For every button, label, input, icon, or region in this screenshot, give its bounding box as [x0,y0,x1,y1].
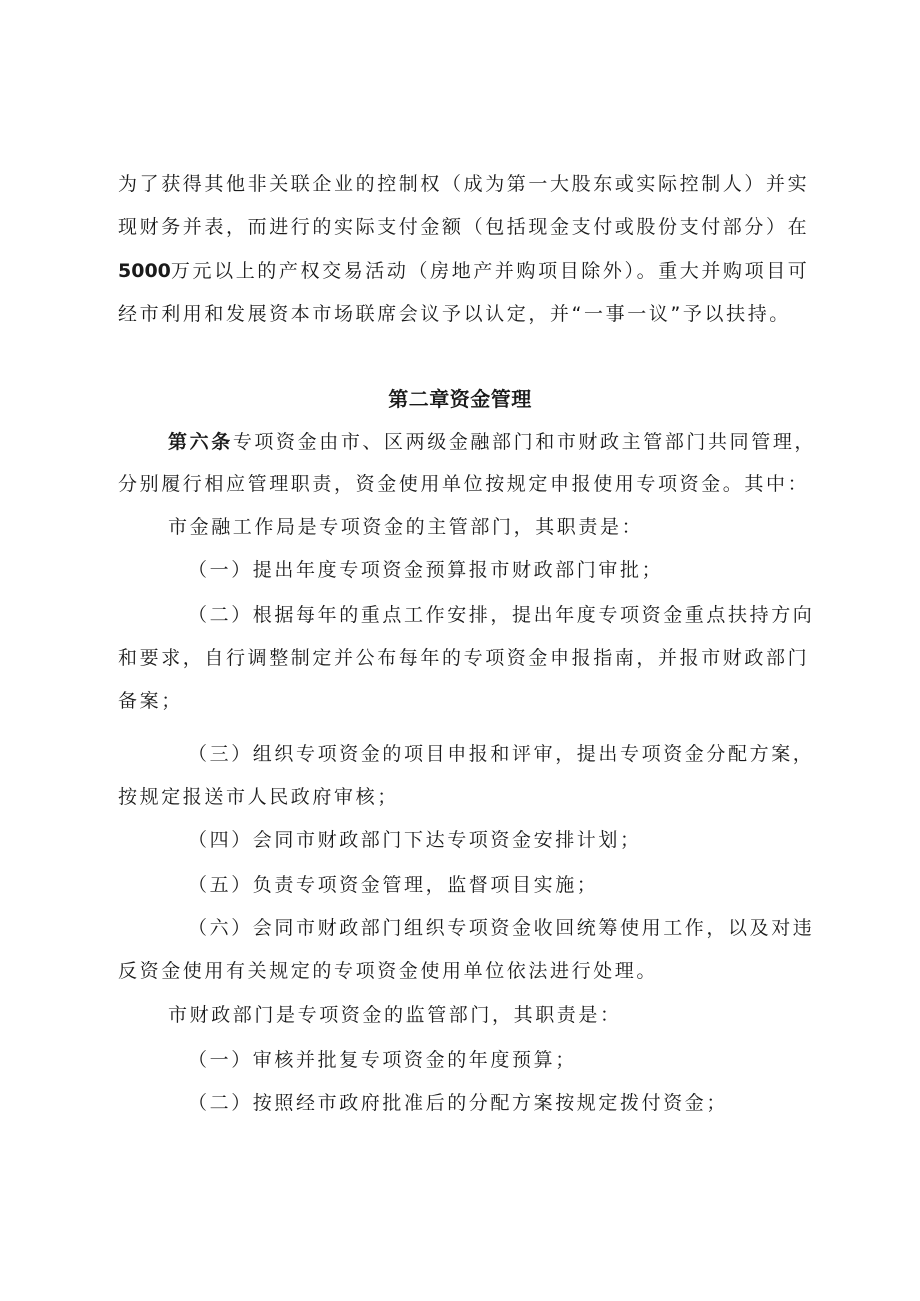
amount-number: 5000 [118,260,171,282]
finance-bureau-item-4: （四）会同市财政部门下达专项资金安排计划； [188,829,642,851]
finance-bureau-item-6-line-2: 反资金使用有关规定的专项资金使用单位依法进行处理。 [118,960,659,982]
finance-dept-item-1: （一）审核并批复专项资金的年度预算； [188,1049,577,1071]
article6-line-1 [168,427,818,457]
article6-line-2: 分别履行相应管理职责，资金使用单位按规定申报使用专项资金。其中： [118,473,810,495]
finance-bureau-item-6-line-1: （六）会同市财政部门组织专项资金收回统筹使用工作，以及对违 [188,917,815,939]
finance-bureau-item-2-line-1: （二）根据每年的重点工作安排，提出年度专项资金重点扶持方向 [188,604,815,626]
finance-bureau-intro: 市金融工作局是专项资金的主管部门，其职责是： [168,516,644,538]
intro-line-3-text: 万元以上的产权交易活动（房地产并购项目除外）。重大并购项目可 [170,260,810,282]
finance-bureau-item-3-line-2: 按规定报送市人民政府审核； [118,786,399,808]
intro-line-2: 现财务并表，而进行的实际支付金额（包括现金支付或股份支付部分）在 [118,216,810,238]
chapter-title: 第二章资金管理 [388,387,532,411]
finance-dept-intro: 市财政部门是专项资金的监管部门，其职责是： [168,1004,622,1026]
article6-line-1-text: 专项资金由市、区两级金融部门和市财政主管部门共同管理， [232,431,817,453]
finance-bureau-item-1: （一）提出年度专项资金预算报市财政部门审批； [188,559,664,581]
finance-bureau-item-2-line-2: 和要求，自行调整制定并公布每年的专项资金申报指南，并报市财政部门 [118,647,810,669]
finance-bureau-item-3-line-1: （三）组织专项资金的项目申报和评审，提出专项资金分配方案， [188,743,815,765]
finance-dept-item-2: （二）按照经市政府批准后的分配方案按规定拨付资金； [188,1092,729,1114]
intro-line-4: 经市利用和发展资本市场联席会议予以认定，并“一事一议”予以扶持。 [118,303,791,325]
finance-bureau-item-2-line-3: 备案； [118,690,183,712]
finance-bureau-item-5: （五）负责专项资金管理，监督项目实施； [188,874,599,896]
article6-label: 第六条 [168,431,233,453]
intro-line-1: 为了获得其他非关联企业的控制权（成为第一大股东或实际控制人）并实 [118,173,810,195]
intro-line-3 [118,256,818,286]
